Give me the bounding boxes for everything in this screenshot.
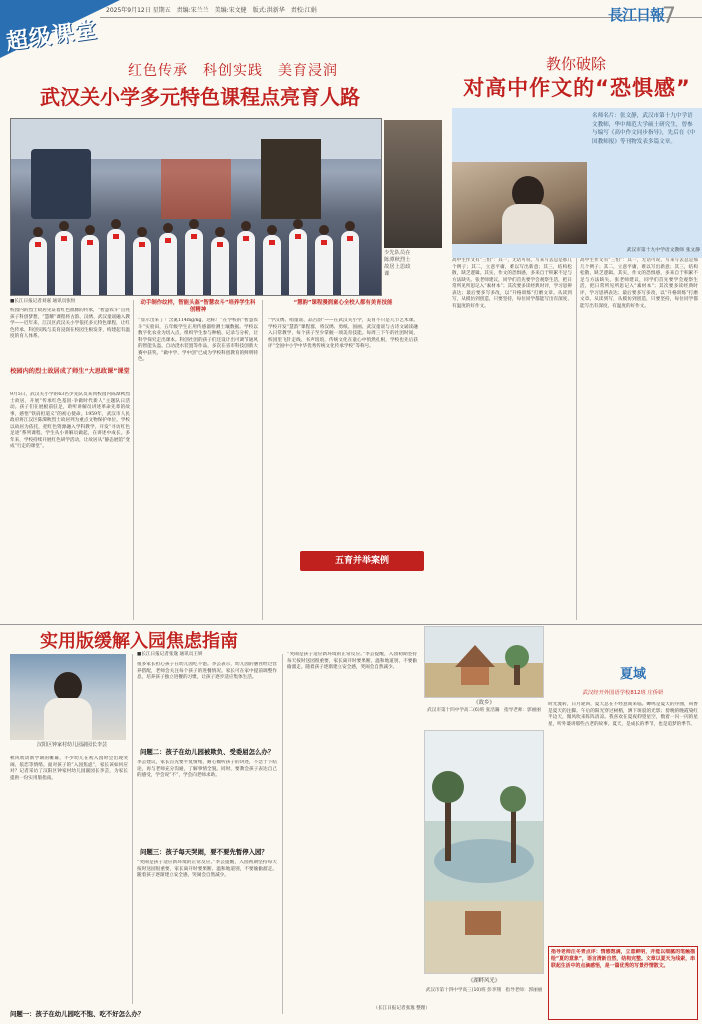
teacher-bio: 名师名片：张文静，武汉市第十九中学语文教师，华中师范大学硕士研究生，曾参与编写《高中作文同步指导》，先后在《中国教师报》等刊物发表多篇文章。 xyxy=(592,113,696,145)
teacher-caption: 武汉市第十九中学语文教师 张文静 xyxy=(626,248,700,253)
section2-head: 动手制作纹样，智能头盔“智慧农斗”培养学生科创精神 xyxy=(140,300,256,314)
director-caption: 汉阳区钟家村幼儿园副园长李芸 xyxy=(36,742,107,748)
student-figure xyxy=(81,235,99,295)
section3-body: “学汉绣、唱童谣、品古韵”——在武汉关小学，美育不只是几节艺术课。学校开发“慧韵”课程群，将汉绣、剪纸、国画、武汉童谣与古诗文诵读融入日常教学，每个孩子至少掌握一项美育技能。每周三下午的社团时间，校园里飞针走线、书声琅琅，传统文化在童心中悄然扎根，学校也先后获评“全国中小学中华优秀传统文化传承学校”等称号。 xyxy=(268,318,418,350)
teacher-figure xyxy=(502,204,554,244)
student-figure xyxy=(263,235,281,295)
essay-body: 时光流转，日月轮回，夏天总在不经意间来临。蝉鸣是夏天的序曲，荷香是夏天的注脚。午后的阳光穿过树梢，洒下斑驳的光影；傍晚的晚霞染红半边天，微风吹来阵阵清凉。我喜欢在夏夜仰望星空，数着一闪一闪的星星，听外婆讲那些古老的故事。夏天，是成长的季节，也是追梦的季节。 xyxy=(548,702,698,727)
photo-caption: 少先队员在陈潭秋烈士故居上思政课 xyxy=(384,250,411,278)
student-figure xyxy=(237,231,255,295)
statue-photo xyxy=(384,120,442,248)
student-figure xyxy=(159,233,177,295)
main-intro: 校园内的烈士故居见证着红色血脉的传承，“智慧农斗”点亮孩子科创梦想，“慧耀”课程将古韵、汉绣、武汉童谣融入教学——近年来，江汉区武汉关小学依托多元特色课程，让红色传承、科创实践与美育浸润在校园生根发芽，构建起有温度的育人体系。 xyxy=(10,308,130,340)
question-1-body: 很多家长担心孩子在幼儿园吃不饱。李芸表示，幼儿园的膳食经过营养搭配，老师会关注每个孩子的进餐情况。家长可在家中提前调整作息，培养孩子独立进餐的习惯，让孩子逐步适应集体生活。 xyxy=(137,662,277,681)
column-divider xyxy=(133,300,134,620)
student-figure xyxy=(133,237,151,295)
column-title: 超级课堂 xyxy=(4,17,100,56)
teacher-comment: 指导老师汪冬青点评：情感饱满，立意鲜明，并能以细腻的笔触描绘“夏的意象”，语言清新自然，结构完整。文章以夏天为线索，串联起生活中的点滴感悟，是一篇优秀的写景抒情散文。 xyxy=(551,949,695,969)
question-3-head: 问题三：孩子每天哭闹，要不要先暂停入园？ xyxy=(140,848,268,856)
student-figure xyxy=(289,229,307,295)
photo-banner xyxy=(161,159,231,219)
main-slogan: 红色传承 科创实践 美育浸润 xyxy=(128,63,338,79)
issue-info: 2025年9月12日 星期五 责编:宋兰兰 美编:宋文健 版式:洪新华 责校:江娟 xyxy=(106,7,317,14)
essay-author: 武汉经开外国语学校812班 庄侨妍 xyxy=(582,690,664,696)
painting-1-frame xyxy=(424,626,544,698)
right-body-col1: 高中生作文有“三怕”：其一，无话可说，写来写去总是那几个例子；其二，立意平庸，难以写出新意；其三，结构松散，缺乏逻辑。其实，作文的恐惧感，多来自于积累不足与方法缺失。张老师建议，同学们首先要学会观察生活，把日常所见所思记入“素材本”；其次要多读经典时评，学习思辨表达；最后要多写多改，以“升格训练”打磨文章。从读到写，从模仿到创造，只要坚持，每位同学都能写出有深度、有温度的好作文。 xyxy=(452,258,572,309)
teacher-photo xyxy=(452,162,587,244)
column-divider xyxy=(132,654,133,1004)
five-education-banner: 五育并举案例 xyxy=(300,551,424,571)
photo-bust xyxy=(261,139,321,219)
photo-door xyxy=(31,149,91,219)
kindergarten-body-col3: “哭闹是孩子适应新环境的正常反应。”李芸提醒，入园初期坚持每天按时送园很重要，家长离开时要果断、温和地道别，不要偷偷溜走。随着孩子逐渐建立安全感，哭闹会自然减少。 xyxy=(287,652,417,671)
question-3-body: “哭闹是孩子适应新环境的正常反应。”李芸提醒，入园初期坚持每天按时送园很重要，家长离开时要果断、温和地道别，不要偷偷溜走。随着孩子逐渐建立安全感，哭闹会自然减少。 xyxy=(137,860,277,879)
kindergarten-byline: ■长江日报记者张逸 通讯员王妍 xyxy=(137,652,203,657)
student-figure xyxy=(29,237,47,295)
kindergarten-intro: 秋风吹动新学期的帷幕，不少幼儿在初入园时会出现哭闹、依恋等情绪。面对孩子的“入园焦虑”，家长该如何应对？记者采访了汉阳区钟家村幼儿园副园长李芸，为家长提供一份实用版指南。 xyxy=(10,756,128,781)
painting-1-caption: 武汉市第十四中学高二(6)班 张浩瀚 指导老师：郭丽丽 xyxy=(427,708,541,713)
column-divider xyxy=(262,300,263,620)
student-figure xyxy=(211,237,229,295)
main-headline: 武汉关小学多元特色课程点亮育人路 xyxy=(40,85,360,109)
kindergarten-source: （长江日报记者张逸 整理） xyxy=(373,1006,430,1011)
section1-head: 校园内的烈士故居成了师生“大思政课”课堂 xyxy=(10,368,130,375)
right-headline: 对高中作文的“恐惧感” xyxy=(463,76,691,100)
director-figure xyxy=(44,698,92,740)
painting-1-title: 《故乡》 xyxy=(473,700,495,706)
kindergarten-title: 实用版缓解入园焦虑指南 xyxy=(40,631,238,652)
essay-title: 夏域 xyxy=(620,667,647,682)
student-figure xyxy=(315,235,333,295)
painting-1-image xyxy=(425,627,543,697)
student-figure xyxy=(185,229,203,295)
teacher-comment-box xyxy=(548,946,698,1020)
newspaper-masthead: 長江日報 xyxy=(608,6,665,24)
painting-2-image xyxy=(425,731,543,973)
director-photo xyxy=(10,654,126,740)
question-2-body: 李芸建议，家长首先要平复情绪，耐心倾听孩子的讲述，不急于下结论，再与老师充分沟通，了解事情全貌。同时，要教会孩子表达自己的感受，学会说“不”，学会向老师求助。 xyxy=(137,760,277,779)
painting-2-frame xyxy=(424,730,544,974)
student-figure xyxy=(107,229,125,295)
student-figure xyxy=(341,231,359,295)
right-body-col2: 高中生作文有“三怕”：其一，无话可说，写来写去总是那几个例子；其二，立意平庸，难以写出新意；其三，结构松散，缺乏逻辑。其实，作文的恐惧感，多来自于积累不足与方法缺失。张老师建议，同学们首先要学会观察生活，把日常所见所思记入“素材本”；其次要多读经典时评，学习思辨表达；最后要多写多改，以“升格训练”打磨文章。从读到写，从模仿到创造，只要坚持，每位同学都能写出有深度、有温度的好作文。 xyxy=(580,258,698,309)
column-divider xyxy=(576,258,577,620)
right-kicker: 教你破除 xyxy=(545,55,606,73)
column-divider xyxy=(282,654,283,1014)
page-number: 7 xyxy=(662,4,676,29)
section3-head: “慧韵”课程漫润童心全校人都有美育技能 xyxy=(293,300,393,306)
main-byline: ■长江日报记者刘嘉 通讯员张恒 xyxy=(10,299,76,304)
section2-body: “显示出来了！含氮114mg/kg，达标！”在学校的“智慧农斗”实验田，五年级学生正用传感器检测土壤数据。学校以数字化农业为切入点，组织学生参与种植、记录与分析，让科学探究走出课本。科创社团的孩子们还设计出可调节通风的智能头盔、自动浇水装置等作品，多次在省市科技创新大赛中获奖。“做中学、学中创”已成为学校科创教育的鲜明特色。 xyxy=(138,318,258,363)
painting-2-caption: 武汉市第十四中学高三(10)班 彭李翔 指导老师：郭丽丽 xyxy=(425,988,543,993)
question-1-head: 问题一：孩子在幼儿园吃不饱、吃不好怎么办？ xyxy=(10,1010,145,1018)
painting-2-title: 《湖畔风光》 xyxy=(467,978,501,984)
question-2-head: 问题二：孩子在幼儿园被欺负、受委屈怎么办？ xyxy=(140,748,275,756)
main-photo xyxy=(10,118,382,296)
student-figure xyxy=(55,231,73,295)
section1-body: 9月5日，武汉关小学的63名少先队员来到校园内陈潭秋烈士故居，开展“传承红色基因·争做时代新人”主题队日活动。孩子们在展板前驻足，聆听讲解员讲述革命先辈的故事，感悟“铁肩担道义”的初心使命。1959年，武汉市人民政府将江汉区陈潭秋烈士故居列为重点文物保护单位。学校以故居为依托，把红色资源融入学科教学，开发“寻访红色足迹”系列课程，学生从小讲解员做起，在讲述中成长。多年来，学校持续开展红色研学活动，让故居从“静态展馆”变成“行走的课堂”。 xyxy=(10,392,130,450)
section-divider xyxy=(0,624,702,625)
